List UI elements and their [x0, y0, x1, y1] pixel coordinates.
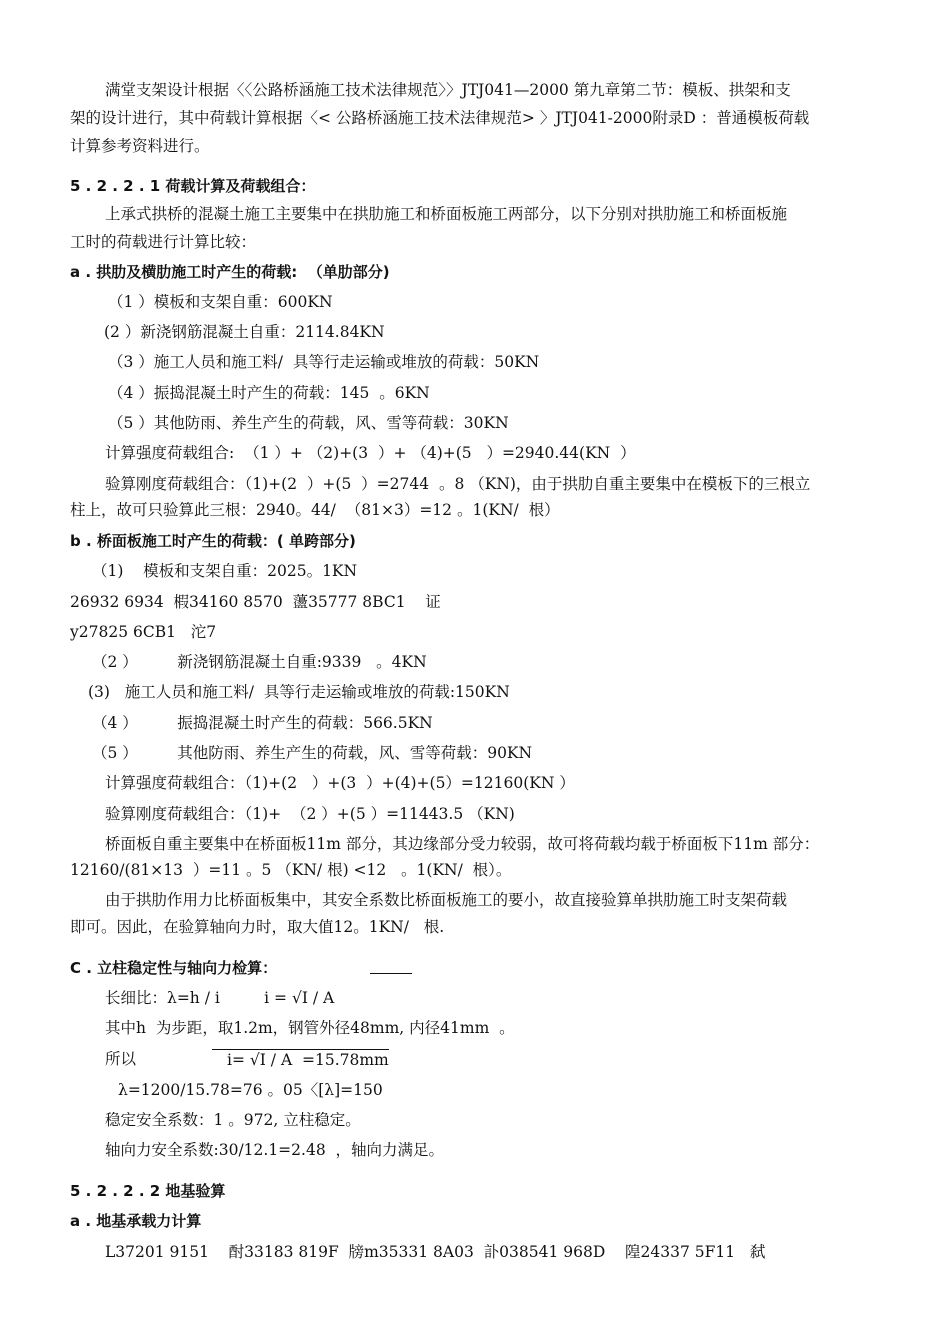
formula-line: 长细比：λ=h / i i = √I / A	[105, 989, 335, 1007]
list-item: （4 ） 振捣混凝土时产生的荷载：566.5KN	[92, 714, 433, 732]
list-item: （1) 模板和支架自重：2025。1KN	[92, 562, 358, 580]
list-item: (2 ）新浇钢筋混凝土自重：2114.84KN	[104, 323, 385, 341]
subsection-heading: a . 地基承载力计算	[70, 1212, 202, 1230]
list-item: （2 ） 新浇钢筋混凝土自重:9339 。4KN	[92, 653, 427, 671]
formula-line: 其中h 为步距，取1.2m，钢管外径48mm, 内径41mm 。	[105, 1019, 515, 1037]
formula-line: 所以	[105, 1050, 137, 1068]
formula-line: 柱上，故可只验算此三根：2940。44/ （81×3）=12 。1(KN/ 根）	[70, 501, 560, 519]
paragraph-line: 计算参考资料进行。	[70, 137, 210, 155]
paragraph-line: 桥面板自重主要集中在桥面板11m 部分，其边缘部分受力较弱，故可将荷载均载于桥面板下11m 部分：	[105, 835, 820, 853]
blank-underline	[370, 972, 412, 974]
list-item: （5 ）其他防雨、养生产生的荷载，风、雪等荷载：30KN	[108, 414, 509, 432]
list-item: （1 ）模板和支架自重：600KN	[108, 293, 333, 311]
paragraph-line: 满堂支架设计根据〈〈公路桥涵施工技术法律规范〉〉JTJ041—2000 第九章第二节：模板、拱架和支	[105, 81, 791, 99]
formula-line: 计算强度荷载组合：（1)+(2 ）+(3 ）+(4)+(5）=12160(KN ）	[105, 774, 575, 792]
formula-line: 验算刚度荷载组合：（1)+ （2 ）+(5 ）=11443.5 （KN)	[105, 805, 515, 823]
subsection-heading: b . 桥面板施工时产生的荷载：( 单跨部分)	[70, 532, 356, 550]
paragraph-line: 即可。因此，在验算轴向力时，取大值12。1KN/ 根.	[70, 918, 445, 936]
list-item: （4 ）振捣混凝土时产生的荷载：145 。6KN	[108, 384, 430, 402]
list-item: （3 ）施工人员和施工料/ 具等行走运输或堆放的荷载：50KN	[108, 353, 540, 371]
section-heading: 5 . 2 . 2 . 1 荷载计算及荷载组合：	[70, 177, 316, 195]
garbled-line: L37201 9151 酎33183 819F 牓m35331 8A03 訃038541 968D 隍24337 5F11 弑	[105, 1243, 766, 1261]
list-item: (3) 施工人员和施工料/ 具等行走运输或堆放的荷载:150KN	[88, 683, 510, 701]
list-item: （5 ） 其他防雨、养生产生的荷载，风、雪等荷载：90KN	[92, 744, 533, 762]
paragraph-line: 上承式拱桥的混凝土施工主要集中在拱肋施工和桥面板施工两部分，以下分别对拱肋施工和桥面板施	[105, 205, 788, 223]
formula-line: 稳定安全系数：1 。972, 立柱稳定。	[105, 1111, 361, 1129]
paragraph-line: 架的设计进行，其中荷载计算根据〈< 公路桥涵施工技术法律规范> 〉JTJ041-2000附录D ：普通模板荷载	[70, 109, 810, 127]
section-heading: 5 . 2 . 2 . 2 地基验算	[70, 1182, 226, 1200]
paragraph-line: 12160/(81×13 ）=11 。5 （KN/ 根) <12 。1(KN/ 根）。	[70, 861, 512, 879]
subsection-heading: a . 拱肋及横肋施工时产生的荷载: （单肋部分)	[70, 263, 390, 281]
formula-line: 验算刚度荷载组合：（1)+(2 ）+(5 ）=2744 。8 （KN)，由于拱肋自重主要集中在模板下的三根立	[105, 475, 811, 493]
paragraph-line: 工时的荷载进行计算比较：	[70, 233, 257, 251]
formula-line: λ=1200/15.78=76 。05〈[λ]=150	[118, 1081, 383, 1099]
garbled-line: 26932 6934 椵34160 8570 蘯35777 8BC1 证	[70, 593, 441, 611]
formula-line: 计算强度荷载组合: （1 ）+ （2)+(3 ）+ （4)+(5 ）=2940.44(KN ）	[105, 444, 636, 462]
formula-line: i= √I / A =15.78mm	[212, 1049, 389, 1070]
paragraph-line: 由于拱肋作用力比桥面板集中，其安全系数比桥面板施工的要小，故直接验算单拱肋施工时支架荷载	[105, 891, 788, 909]
formula-line: 轴向力安全系数:30/12.1=2.48 ，轴向力满足。	[105, 1141, 445, 1159]
subsection-heading: C . 立柱稳定性与轴向力检算：	[70, 959, 278, 977]
garbled-line: y27825 6CB1 沱7	[70, 623, 217, 641]
